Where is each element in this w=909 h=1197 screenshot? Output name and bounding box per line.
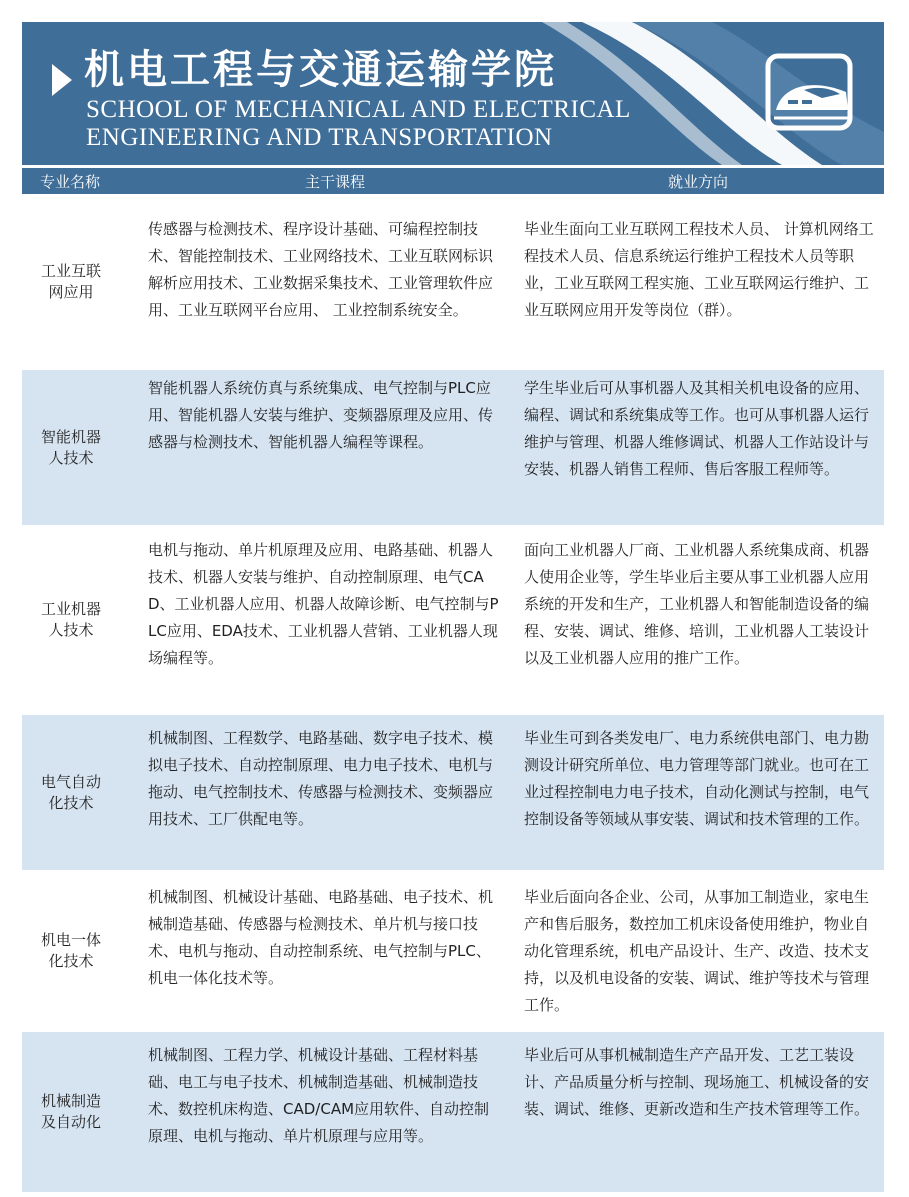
- major-jobs: 面向工业机器人厂商、工业机器人系统集成商、机器人使用企业等，学生毕业后主要从事工业机器人应用系统的开发和生产，工业机器人和智能制造设备的编程、安装、调试、维修、培训，工业机器人工装设计以及工业机器人应用的推广工作。: [524, 541, 870, 667]
- table-row: [22, 715, 884, 870]
- major-courses: 智能机器人系统仿真与系统集成、电气控制与PLC应用、智能机器人安装与维护、变频器原理及应用、传感器与检测技术、智能机器人编程等课程。: [148, 379, 494, 451]
- major-courses: 机械制图、机械设计基础、电路基础、电子技术、机械制造基础、传感器与检测技术、单片机与接口技术、电机与拖动、自动控制系统、电气控制与PLC、机电一体化技术等。: [148, 888, 494, 987]
- column-header-jobs: 就业方向: [668, 173, 729, 191]
- table-row: [22, 527, 884, 713]
- major-jobs: 毕业后可从事机械制造生产产品开发、工艺工装设计、产品质量分析与控制、现场施工、机械设备的安装、调试、维修、更新改造和生产技术管理等工作。: [524, 1046, 870, 1118]
- subtitle-line-2: ENGINEERING AND TRANSPORTATION: [86, 124, 553, 151]
- table-row: [22, 872, 884, 1030]
- page-title: 机电工程与交通运输学院: [84, 46, 557, 93]
- table-row: [22, 196, 884, 368]
- major-name: 机械制造及自动化: [40, 1092, 101, 1131]
- major-courses: 机械制图、工程数学、电路基础、数字电子技术、模拟电子技术、自动控制原理、电力电子技术、电机与拖动、电气控制技术、传感器与检测技术、变频器应用技术、工厂供配电等。: [148, 729, 494, 828]
- major-jobs: 毕业后面向各企业、公司，从事加工制造业，家电生产和售后服务，数控加工机床设备使用维护，物业自动化管理系统，机电产品设计、生产、改造、技术支持，以及机电设备的安装、调试、维护等技术与管理工作。: [524, 888, 870, 1014]
- major-name: 工业互联网应用: [40, 262, 101, 301]
- table-header: [22, 168, 884, 194]
- title-arrow-icon: [52, 64, 72, 96]
- table-row: [22, 1032, 884, 1192]
- column-header-major: 专业名称: [40, 173, 101, 191]
- major-name: 机电一体化技术: [40, 931, 101, 970]
- column-header-courses: 主干课程: [305, 173, 366, 191]
- major-name: 智能机器人技术: [40, 427, 101, 467]
- page-subtitle: [86, 96, 631, 152]
- major-jobs: 毕业生可到各类发电厂、电力系统供电部门、电力勘测设计研究所单位、电力管理等部门就业。也可在工业过程控制电力电子技术，自动化测试与控制，电气控制设备等领域从事安装、调试和技术管理的工作。: [524, 729, 870, 828]
- major-courses: 传感器与检测技术、程序设计基础、可编程控制技术、智能控制技术、工业网络技术、工业互联网标识解析应用技术、工业数据采集技术、工业管理软件应用、工业互联网平台应用、 工业控制系统安全。: [148, 220, 494, 319]
- major-jobs: 学生毕业后可从事机器人及其相关机电设备的应用、编程、调试和系统集成等工作。也可从事机器人运行维护与管理、机器人维修调试、机器人工作站设计与安装、机器人销售工程师、售后客服工程师等。: [524, 379, 870, 478]
- major-courses: 机械制图、工程力学、机械设计基础、工程材料基础、电工与电子技术、机械制造基础、机械制造技术、数控机床构造、CAD/CAM应用软件、自动控制原理、电机与拖动、单片机原理与应用等。: [148, 1046, 490, 1145]
- table-row: [22, 370, 884, 525]
- subtitle-line-1: SCHOOL OF MECHANICAL AND ELECTRICAL: [86, 96, 631, 123]
- major-jobs: 毕业生面向工业互联网工程技术人员、 计算机网络工程技术人员、信息系统运行维护工程技术人员等职业，工业互联网工程实施、工业互联网运行维护、工业互联网应用开发等岗位（群）。: [524, 220, 874, 319]
- major-name: 电气自动化技术: [40, 772, 101, 812]
- high-speed-train-icon: [762, 52, 862, 132]
- major-courses: 电机与拖动、单片机原理及应用、电路基础、机器人技术、机器人安装与维护、自动控制原理、电气CAD、工业机器人应用、机器人故障诊断、电气控制与PLC应用、EDA技术、工业机器人营销、工业机器人现场编程等。: [148, 541, 499, 667]
- header-banner: [22, 22, 884, 165]
- major-name: 工业机器人技术: [40, 600, 101, 639]
